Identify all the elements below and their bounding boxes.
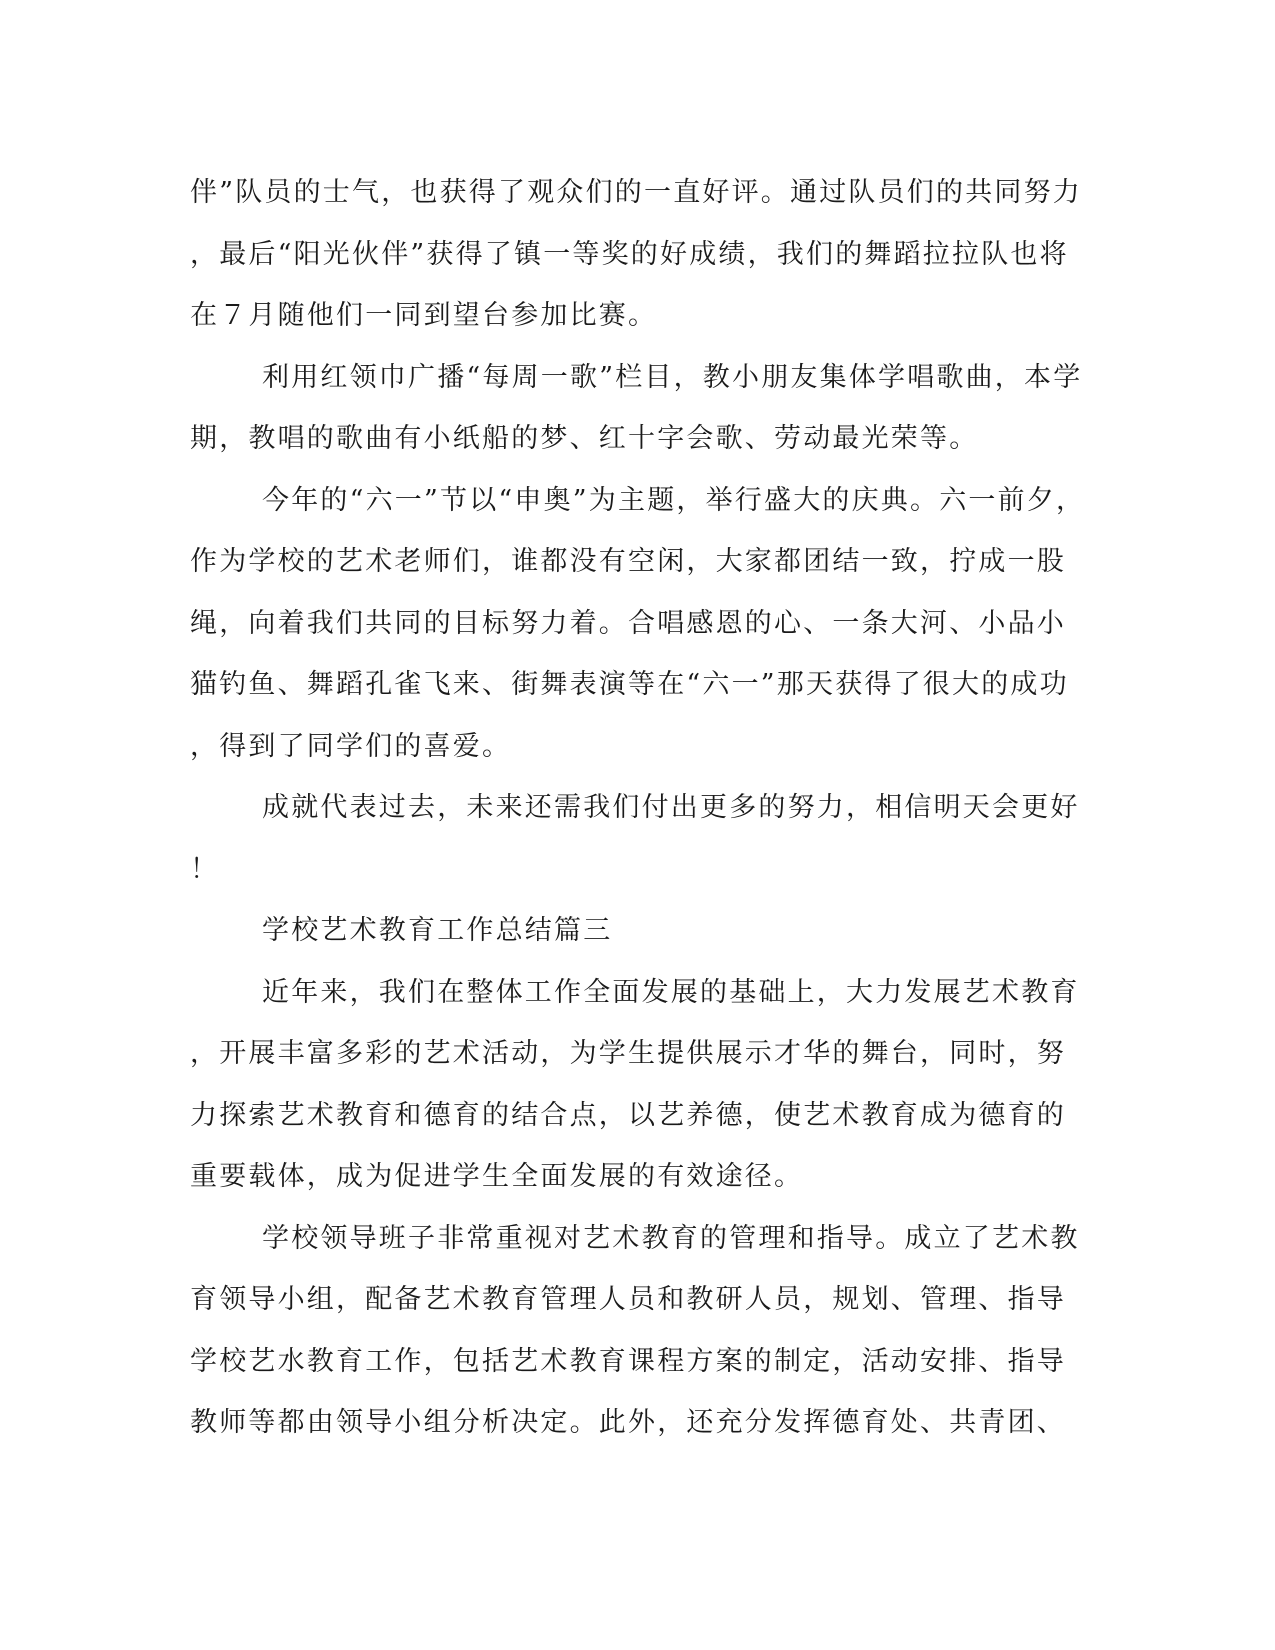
text-line: ，得到了同学们的喜爱。 <box>190 730 512 762</box>
text-line: ，最后“阳光伙伴”获得了镇一等奖的好成绩，我们的舞蹈拉拉队也将 <box>190 238 1069 270</box>
text-line: 成就代表过去，未来还需我们付出更多的努力，相信明天会更好 <box>262 792 1080 823</box>
document-body <box>190 162 1090 1454</box>
text-line: 猫钓鱼、舞蹈孔雀飞来、街舞表演等在“六一”那天获得了很大的成功 <box>190 669 1069 700</box>
text-line: 教师等都由领导小组分析决定。此外，还充分发挥德育处、共青团、 <box>190 1407 1066 1438</box>
text-line: 今年的“六一”节以“申奥”为主题，举行盛大的庆典。六一前夕， <box>262 484 1086 516</box>
text-line: 伴”队员的士气，也获得了观众们的一直好评。通过队员们的共同努力 <box>190 177 1083 208</box>
text-line: 育领导小组，配备艺术教育管理人员和教研人员，规划、管理、指导 <box>190 1284 1066 1315</box>
text-line: 期，教唱的歌曲有小纸船的梦、红十字会歌、劳动最光荣等。 <box>190 423 979 454</box>
text-line: 利用红领巾广播“每周一歌”栏目，教小朋友集体学唱歌曲，本学 <box>262 361 1083 393</box>
text-line: 近年来，我们在整体工作全面发展的基础上，大力发展艺术教育 <box>262 976 1080 1008</box>
text-line: ！ <box>190 853 220 885</box>
text-line: 力探索艺术教育和德育的结合点，以艺养德，使艺术教育成为德育的 <box>190 1099 1066 1131</box>
text-line: 学校领导班子非常重视对艺术教育的管理和指导。成立了艺术教 <box>262 1222 1080 1254</box>
text-line: 重要载体，成为促进学生全面发展的有效途径。 <box>190 1161 804 1192</box>
text-line: 在７月随他们一同到望台参加比赛。 <box>190 300 658 331</box>
text-line: 学校艺术教育工作总结篇三 <box>262 915 613 946</box>
text-line: 绳，向着我们共同的目标努力着。合唱感恩的心、一条大河、小品小 <box>190 607 1066 639</box>
text-line: 学校艺水教育工作，包括艺术教育课程方案的制定，活动安排、指导 <box>190 1345 1066 1377</box>
text-line: 作为学校的艺术老师们，谁都没有空闲，大家都团结一致，拧成一股 <box>190 546 1066 577</box>
text-line: ，开展丰富多彩的艺术活动，为学生提供展示才华的舞台，同时，努 <box>190 1038 1066 1069</box>
